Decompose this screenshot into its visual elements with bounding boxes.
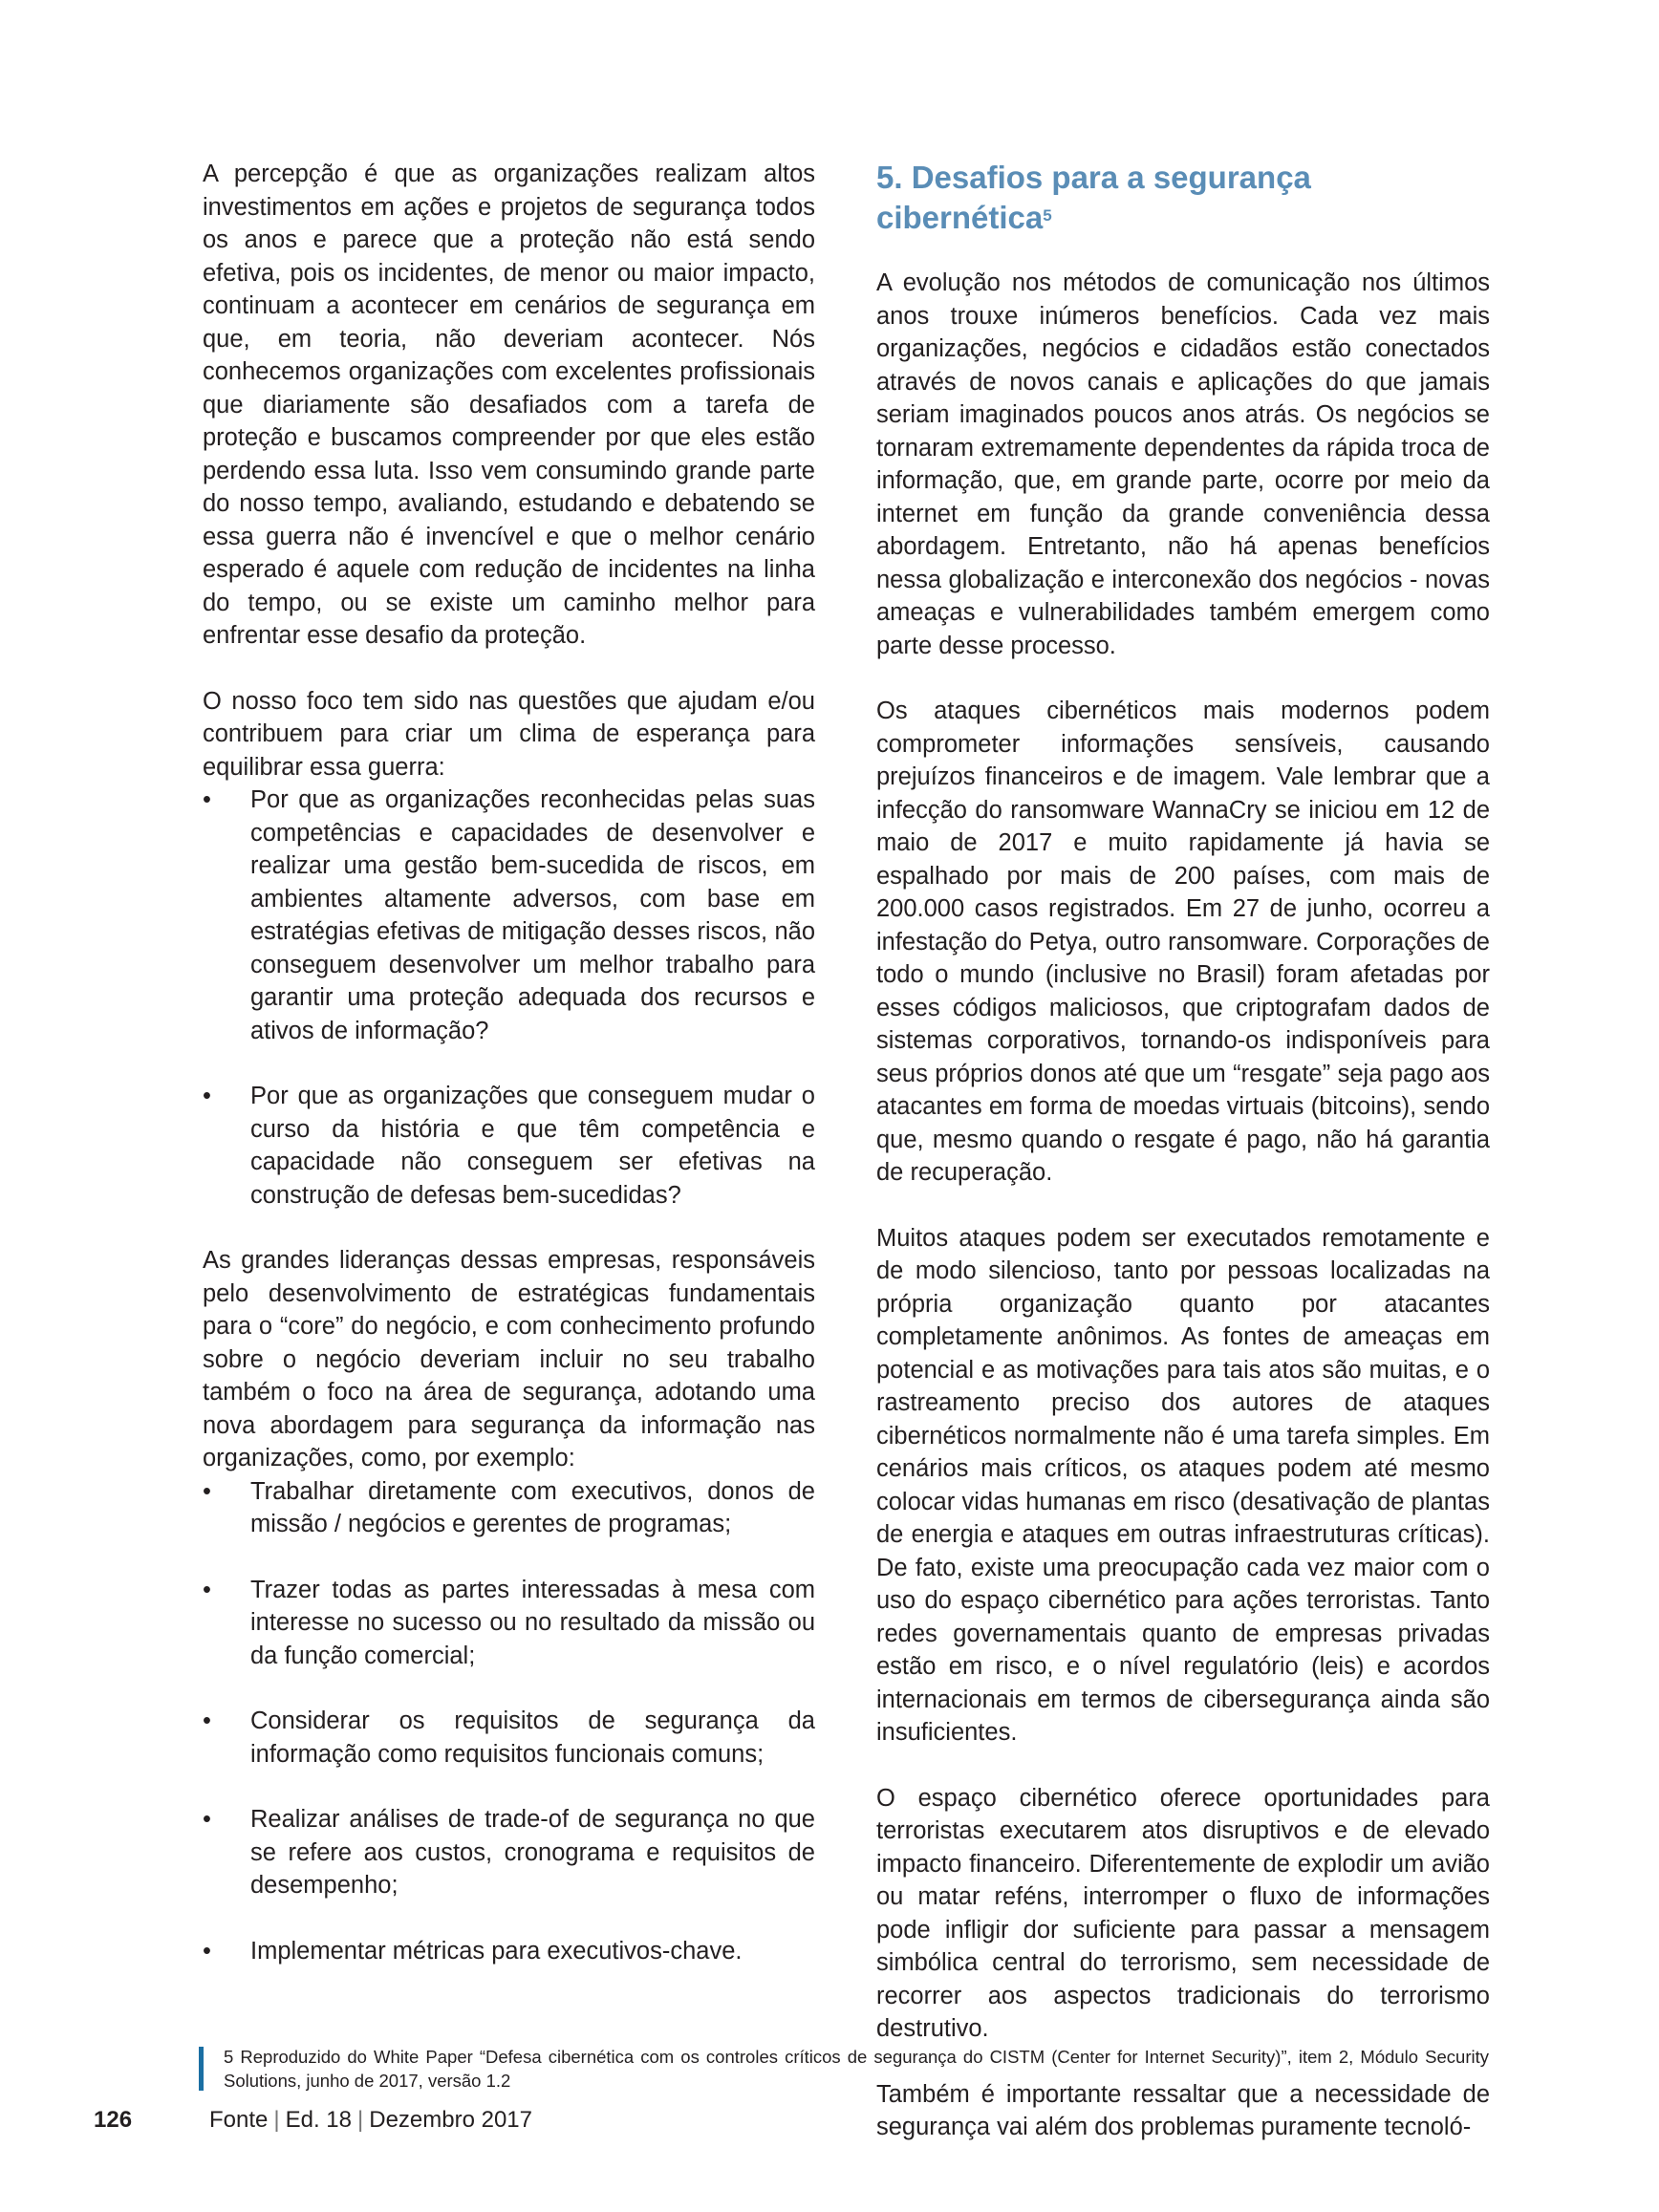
list-item — [203, 1803, 815, 1902]
left-column — [203, 158, 815, 1967]
question-list — [203, 784, 815, 1212]
separator: | — [273, 2107, 280, 2133]
separator: | — [357, 2107, 364, 2133]
paragraph: A percepção é que as organizações realizam altos investimentos em ações e projetos de segurança todos os anos e parece que a proteção não está sendo efetiva, pois os incidentes, de menor ou maior impacto, continuam a acontecer em cenários de segurança em que, em teoria, não deveriam acontecer. Nós conhecemos organizações com excelentes profissionais que diariamente são desafiados com a tarefa de proteção e buscamos compreender por que eles estão perdendo essa luta. Isso vem consumindo grande parte do nosso tempo, avaliando, estudando e debatendo se essa guerra não é invencível e que o melhor cenário esperado é aquele com redução de incidentes na linha do tempo, ou se existe um caminho melhor para enfrentar esse desafio da proteção. — [203, 161, 815, 649]
bullet-icon: • — [203, 1937, 211, 1965]
edition: Ed. 18 — [285, 2107, 352, 2133]
paragraph: Os ataques cibernéticos mais modernos podem comprometer informações sensíveis, causando prejuízos financeiros e de imagem. Vale lembrar que a infecção do ransomware WannaCry se iniciou em 12 de maio de 2017 e muito rapidamente já havia se espalhado por mais de 200 países, com mais de 200.000 casos registrados. Em 27 de junho, ocorreu a infestação do Petya, outro ransomware. Corporações de todo o mundo (inclusive no Brasil) foram afetadas por esses códigos maliciosos, que criptografam dados de sistemas corporativos, tornando-os indisponíveis para seus próprios donos até que um “resgate” seja pago aos atacantes em forma de moedas virtuais (bitcoins), sendo que, mesmo quando o resgate é pago, não há garantia de recuperação. — [876, 698, 1490, 1186]
bullet-icon: • — [203, 1477, 211, 1505]
paragraph: Também é importante ressaltar que a necessidade de segurança vai além dos problemas puramente tecnoló- — [876, 2080, 1490, 2140]
list-item-text: Trabalhar diretamente com executivos, donos de missão / negócios e gerentes de programas; — [250, 1477, 815, 1537]
footnote-text: 5 Reproduzido do White Paper “Defesa cibernética com os controles críticos de segurança do CISTM (Center for Internet Security)”, item 2, Módulo Security Solutions, junho de 2017, versão 1.2 — [224, 2047, 1489, 2091]
bullet-icon: • — [203, 1083, 211, 1109]
paragraph: O nosso foco tem sido nas questões que ajudam e/ou contribuem para criar um clima de esperança para equilibrar essa guerra: — [203, 687, 815, 781]
bullet-icon: • — [203, 786, 211, 813]
list-item-text: Considerar os requisitos de segurança da informação como requisitos funcionais comuns; — [250, 1707, 815, 1768]
section-heading — [876, 158, 1490, 238]
bullet-icon: • — [203, 1576, 211, 1603]
list-item-text: Por que as organizações que conseguem mudar o curso da história e que têm competência e capacidade não conseguem ser efetivas na construção de defesas bem-sucedidas? — [250, 1083, 815, 1209]
paragraph: O espaço cibernético oferece oportunidades para terroristas executarem atos disruptivos e de elevado impacto financeiro. Diferentemente de explodir um avião ou matar reféns, interromper o fluxo de informações pode infligir dor suficiente para passar a mensagem simbólica central do terrorismo, sem necessidade de recorrer aos aspectos tradicionais do terrorismo destrutivo. — [876, 1784, 1490, 2042]
list-item-text: Implementar métricas para executivos-chave. — [250, 1937, 743, 1965]
page-footer — [0, 2107, 1659, 2145]
list-item — [203, 1574, 815, 1673]
list-item-text: Trazer todas as partes interessadas à mesa com interesse no sucesso ou no resultado da missão ou da função comercial; — [250, 1576, 815, 1669]
list-item — [203, 1080, 815, 1212]
list-item-text: Por que as organizações reconhecidas pelas suas competências e capacidades de desenvolver e realizar uma gestão bem-sucedida de riscos, em ambientes altamente adversos, com base em estratégias efetivas de mitigação desses riscos, não conseguem desenvolver um melhor trabalho para garantir uma proteção adequada dos recursos e ativos de informação? — [250, 786, 815, 1044]
right-column — [876, 158, 1490, 2144]
publication-info — [209, 2107, 532, 2134]
list-item — [203, 1705, 815, 1771]
list-item — [203, 784, 815, 1047]
footnote-bar — [199, 2047, 204, 2091]
footnote-reference: 5 — [1043, 206, 1052, 225]
paragraph: Muitos ataques podem ser executados remotamente e de modo silencioso, tanto por pessoas localizadas na própria organização quanto por atacantes completamente anônimos. As fontes de ameaças em potencial e as motivações para tais atos são muitas, e o rastreamento preciso dos autores de ataques cibernéticos normalmente não é uma tarefa simples. Em cenários mais críticos, os ataques podem até mesmo colocar vidas humanas em risco (desativação de plantas de energia e ataques em outras infraestruturas críticas). De fato, existe uma preocupação cada vez maior com o uso do espaço cibernético para ações terroristas. Tanto redes governamentais quanto de empresas privadas estão em risco, e o nível regulatório (leis) e acordos internacionais em termos de cibersegurança ainda são insuficientes. — [876, 1224, 1490, 1746]
bullet-icon: • — [203, 1707, 211, 1734]
section-heading-text: 5. Desafios para a segurança cibernética — [876, 160, 1311, 235]
page-number: 126 — [94, 2107, 133, 2133]
issue-date: Dezembro 2017 — [369, 2107, 532, 2133]
paragraph: A evolução nos métodos de comunicação nos últimos anos trouxe inúmeros benefícios. Cada vez mais organizações, negócios e cidadãos estão conectados através de novos canais e aplicações do que jamais seriam imaginados poucos anos atrás. Os negócios se tornaram extremamente dependentes da rápida troca de informação, que, em grande parte, ocorre por meio da internet em função da grande conveniência dessa abordagem. Entretanto, não há apenas benefícios nessa globalização e interconexão dos negócios - novas ameaças e vulnerabilidades também emergem como parte desse processo. — [876, 269, 1490, 659]
list-item — [203, 1935, 815, 1968]
list-item — [203, 1475, 815, 1541]
publication-name: Fonte — [209, 2107, 269, 2133]
paragraph: As grandes lideranças dessas empresas, responsáveis pelo desenvolvimento de estratégicas fundamentais para o “core” do negócio, e com conhecimento profundo sobre o negócio deveriam incluir no seu trabalho também o foco na área de segurança, adotando uma nova abordagem para segurança da informação nas organizações, como, por exemplo: — [203, 1247, 815, 1471]
bullet-icon: • — [203, 1806, 211, 1833]
list-item-text: Realizar análises de trade-of de segurança no que se refere aos custos, cronograma e requisitos de desempenho; — [250, 1806, 815, 1899]
footnote — [199, 2045, 1489, 2093]
action-list — [203, 1475, 815, 1968]
